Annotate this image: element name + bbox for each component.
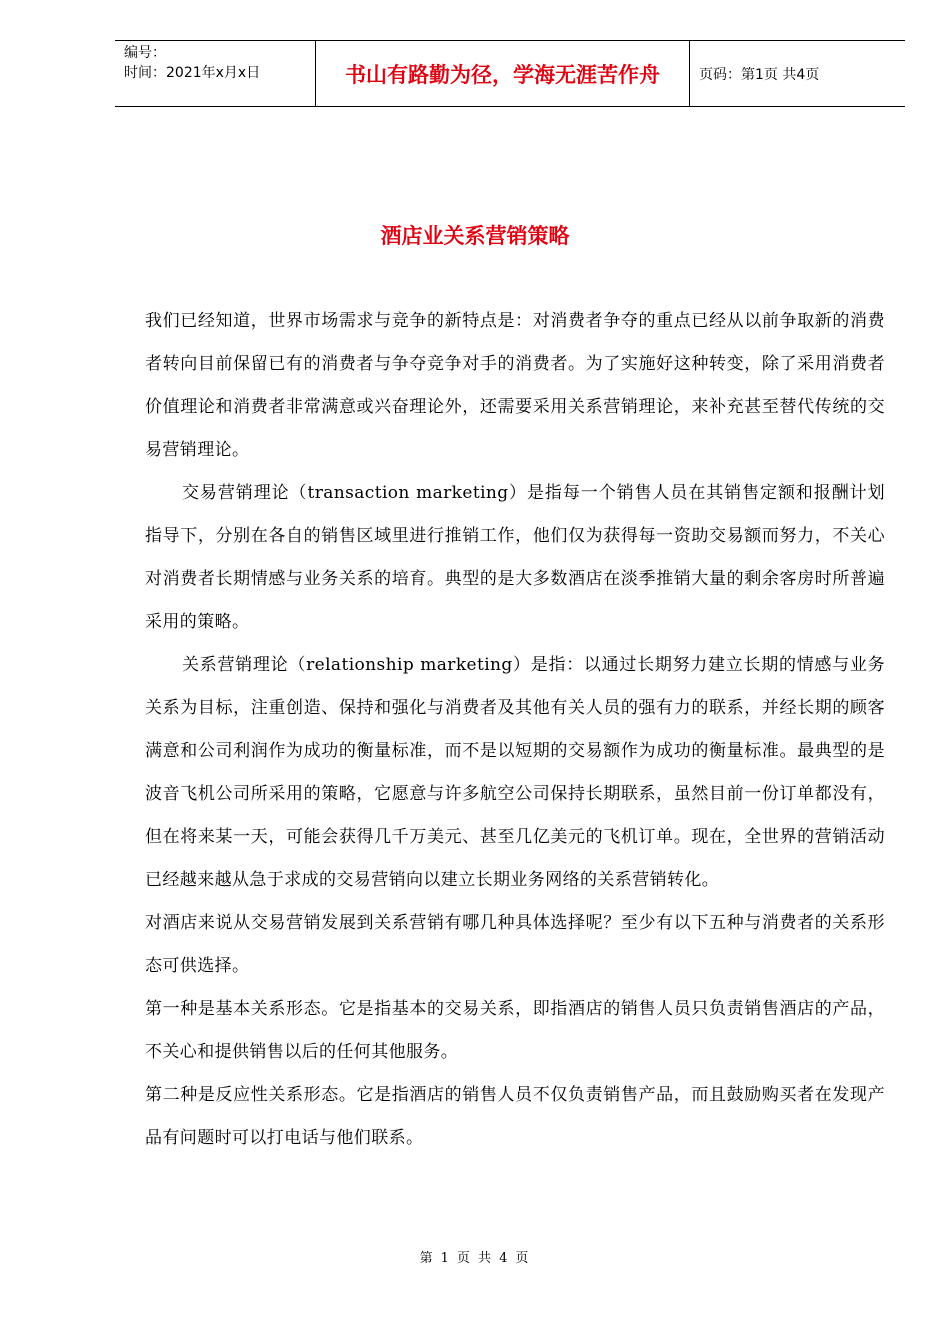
- footer-middle: 页 共: [456, 1251, 494, 1266]
- paragraph: 我们已经知道，世界市场需求与竞争的新特点是：对消费者争夺的重点已经从以前争取新的消费者转向目前保留已有的消费者与争夺竞争对手的消费者。为了实施好这种转变，除了采用消费者价值理论和消费者非常满意或兴奋理论外，还需要采用关系营销理论，来补充甚至替代传统的交易营销理论。: [145, 311, 885, 460]
- footer-page-number: 1: [440, 1251, 451, 1266]
- paragraph: 关系营销理论（relationship marketing）是指：以通过长期努力建立长期的情感与业务关系为目标，注重创造、保持和强化与消费者及其他有关人员的强有力的联系，并经长期的顾客满意和公司利润作为成功的衡量标准，而不是以短期的交易额作为成功的衡量标准。最典型的是波音飞机公司所采用的策略，它愿意与许多航空公司保持长期联系，虽然目前一份订单都没有，但在将来某一天，可能会获得几千万美元、甚至几亿美元的飞机订单。现在，全世界的营销活动已经越来越从急于求成的交易营销向以建立长期业务网络的关系营销转化。: [145, 655, 885, 890]
- page-footer: [0, 1247, 950, 1266]
- page-header: [115, 40, 905, 107]
- document-body: [145, 300, 885, 1160]
- paragraph: 交易营销理论（transaction marketing）是指每一个销售人员在其销售定额和报酬计划指导下，分别在各自的销售区域里进行推销工作，他们仅为获得每一资助交易额而努力，不关心对消费者长期情感与业务关系的培育。典型的是大多数酒店在淡季推销大量的剩余客房时所普遍采用的策略。: [145, 483, 885, 632]
- paragraph: 第二种是反应性关系形态。它是指酒店的销售人员不仅负责销售产品，而且鼓励购买者在发现产品有问题时可以打电话与他们联系。: [145, 1085, 885, 1148]
- document-number-label: 编号：: [124, 45, 166, 61]
- footer-total-pages: 4: [499, 1251, 510, 1266]
- footer-prefix: 第: [419, 1251, 435, 1266]
- footer-suffix: 页: [515, 1251, 531, 1266]
- header-motto: 书山有路勤为径，学海无涯苦作舟: [316, 41, 690, 106]
- document-title: 酒店业关系营销策略: [380, 223, 570, 248]
- paragraph: 对酒店来说从交易营销发展到关系营销有哪几种具体选择呢？至少有以下五种与消费者的关系形态可供选择。: [145, 913, 885, 976]
- document-time-label: 时间：2021年x月x日: [124, 65, 261, 81]
- header-meta-cell: [115, 41, 316, 106]
- header-page-info: 页码：第1页 共4页: [699, 66, 820, 83]
- paragraph: 第一种是基本关系形态。它是指基本的交易关系，即指酒店的销售人员只负责销售酒店的产品，不关心和提供销售以后的任何其他服务。: [145, 999, 885, 1062]
